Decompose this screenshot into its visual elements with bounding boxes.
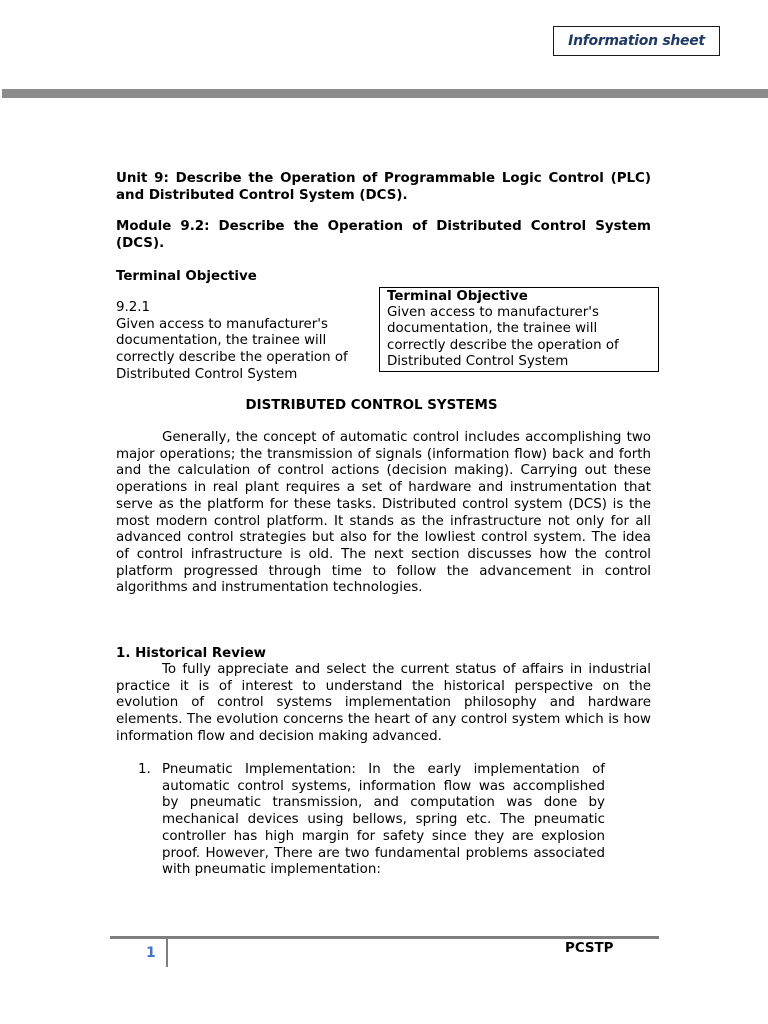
page-number: 1 [146, 945, 156, 961]
objective-number: 9.2.1 [116, 300, 151, 315]
objective-text: Given access to manufacturer's documentation, the trainee will correctly describe the operation of Distributed Control System [116, 316, 348, 382]
header-divider [2, 89, 768, 98]
terminal-objective-heading: Terminal Objective [116, 269, 257, 284]
objective-box-text: Given access to manufacturer's documentation, the trainee will correctly describe the operation of Distributed Control System [387, 305, 619, 369]
list-item-number: 1. [138, 762, 151, 777]
objective-box-heading: Terminal Objective [387, 289, 528, 304]
historical-review-paragraph: To fully appreciate and select the current status of affairs in industrial practice it is of interest to understand the historical perspective on the evolution of control systems implementation philosophy and hardware elements. The evolution concerns the heart of any control system which is how information flow and decision making advanced. [116, 662, 651, 744]
historical-review-heading: 1. Historical Review [116, 646, 267, 661]
terminal-objective-left [116, 300, 371, 384]
footer-label: PCSTP [565, 941, 614, 956]
list-item-text: Pneumatic Implementation: In the early implementation of automatic control systems, information flow was accomplished by pneumatic transmission, and computation was done by mechanical devices using bellows, spring etc. The pneumatic controller has high margin for safety since they are explosion proof. However, There are two fundamental problems associated with pneumatic implementation: [162, 762, 605, 878]
module-title: Module 9.2: Describe the Operation of Distributed Control System (DCS). [116, 219, 651, 251]
section-title: DISTRIBUTED CONTROL SYSTEMS [245, 398, 498, 413]
footer-vertical-bar [166, 939, 168, 967]
unit-title: Unit 9: Describe the Operation of Programmable Logic Control (PLC) and Distributed Control System (DCS). [116, 171, 651, 203]
information-sheet-badge: Information sheet [553, 26, 720, 56]
intro-paragraph: Generally, the concept of automatic control includes accomplishing two major operations; the transmission of signals (information flow) back and forth and the calculation of control actions (decision making). Carrying out these operations in real plant requires a set of hardware and instrumentation that serve as the platform for these tasks. Distributed control system (DCS) is the most modern control platform. It stands as the infrastructure not only for all advanced control strategies but also for the lowliest control system. The idea of control infrastructure is old. The next section discusses how the control platform progressed through time to follow the advancement in control algorithms and instrumentation technologies. [116, 430, 651, 596]
terminal-objective-box [379, 287, 659, 372]
footer-divider [110, 936, 659, 939]
